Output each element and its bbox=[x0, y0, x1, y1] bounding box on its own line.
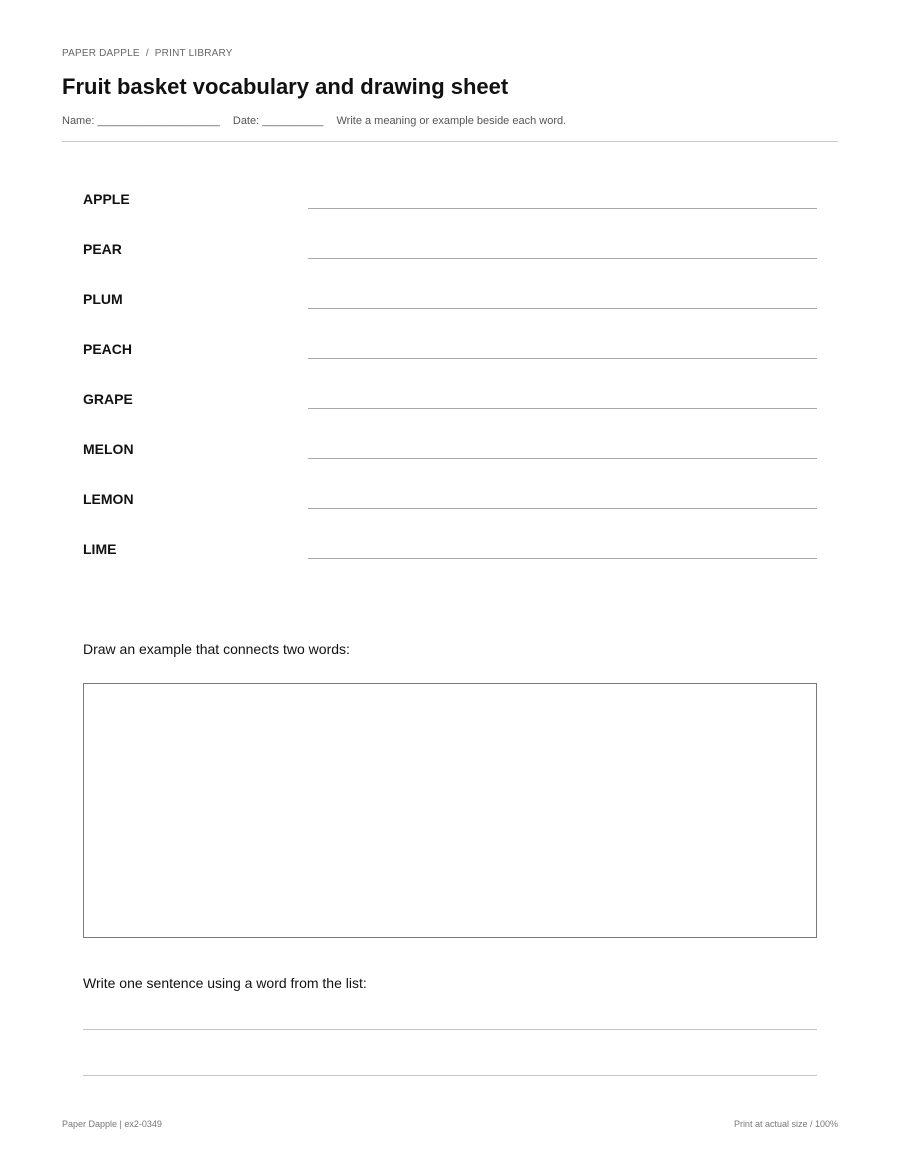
vocab-row bbox=[83, 191, 817, 221]
vocab-row bbox=[83, 491, 817, 521]
vocab-row bbox=[83, 541, 817, 571]
answer-line bbox=[308, 258, 817, 259]
worksheet-meta bbox=[62, 115, 576, 127]
answer-line bbox=[308, 408, 817, 409]
breadcrumb-brand: PAPER DAPPLE bbox=[62, 48, 140, 59]
vocab-row bbox=[83, 241, 817, 271]
answer-line bbox=[308, 508, 817, 509]
breadcrumb-section: PRINT LIBRARY bbox=[154, 48, 233, 59]
answer-line bbox=[308, 558, 817, 559]
drawing-prompt: Draw an example that connects two words: bbox=[83, 641, 350, 657]
sentence-writing-line bbox=[83, 1029, 817, 1030]
answer-line bbox=[308, 458, 817, 459]
vocab-word: APPLE bbox=[83, 191, 130, 207]
answer-line bbox=[308, 358, 817, 359]
instruction-text: Write a meaning or example beside each word. bbox=[336, 115, 567, 127]
vocab-row bbox=[83, 291, 817, 321]
vocab-word: PLUM bbox=[83, 291, 123, 307]
answer-line bbox=[308, 208, 817, 209]
breadcrumb-separator: / bbox=[145, 48, 149, 59]
sentence-writing-line bbox=[83, 1075, 817, 1076]
vocab-word: GRAPE bbox=[83, 391, 133, 407]
vocab-word: MELON bbox=[83, 441, 134, 457]
page-title: Fruit basket vocabulary and drawing sheet bbox=[62, 74, 509, 99]
answer-line bbox=[308, 308, 817, 309]
vocab-word: PEAR bbox=[83, 241, 122, 257]
vocab-row bbox=[83, 441, 817, 471]
name-field: Name: ____________________ bbox=[62, 115, 220, 127]
header-divider bbox=[62, 141, 838, 142]
drawing-box bbox=[83, 683, 817, 938]
footer-print-note: Print at actual size / 100% bbox=[733, 1119, 838, 1129]
vocab-word: LEMON bbox=[83, 491, 134, 507]
vocab-word: LIME bbox=[83, 541, 117, 557]
vocab-row bbox=[83, 391, 817, 421]
vocab-word: PEACH bbox=[83, 341, 133, 357]
breadcrumb bbox=[62, 48, 233, 59]
footer-document-id: Paper Dapple | ex2-0349 bbox=[62, 1119, 162, 1129]
sentence-prompt: Write one sentence using a word from the list: bbox=[83, 975, 367, 991]
date-field: Date: __________ bbox=[232, 115, 324, 127]
vocab-row bbox=[83, 341, 817, 371]
